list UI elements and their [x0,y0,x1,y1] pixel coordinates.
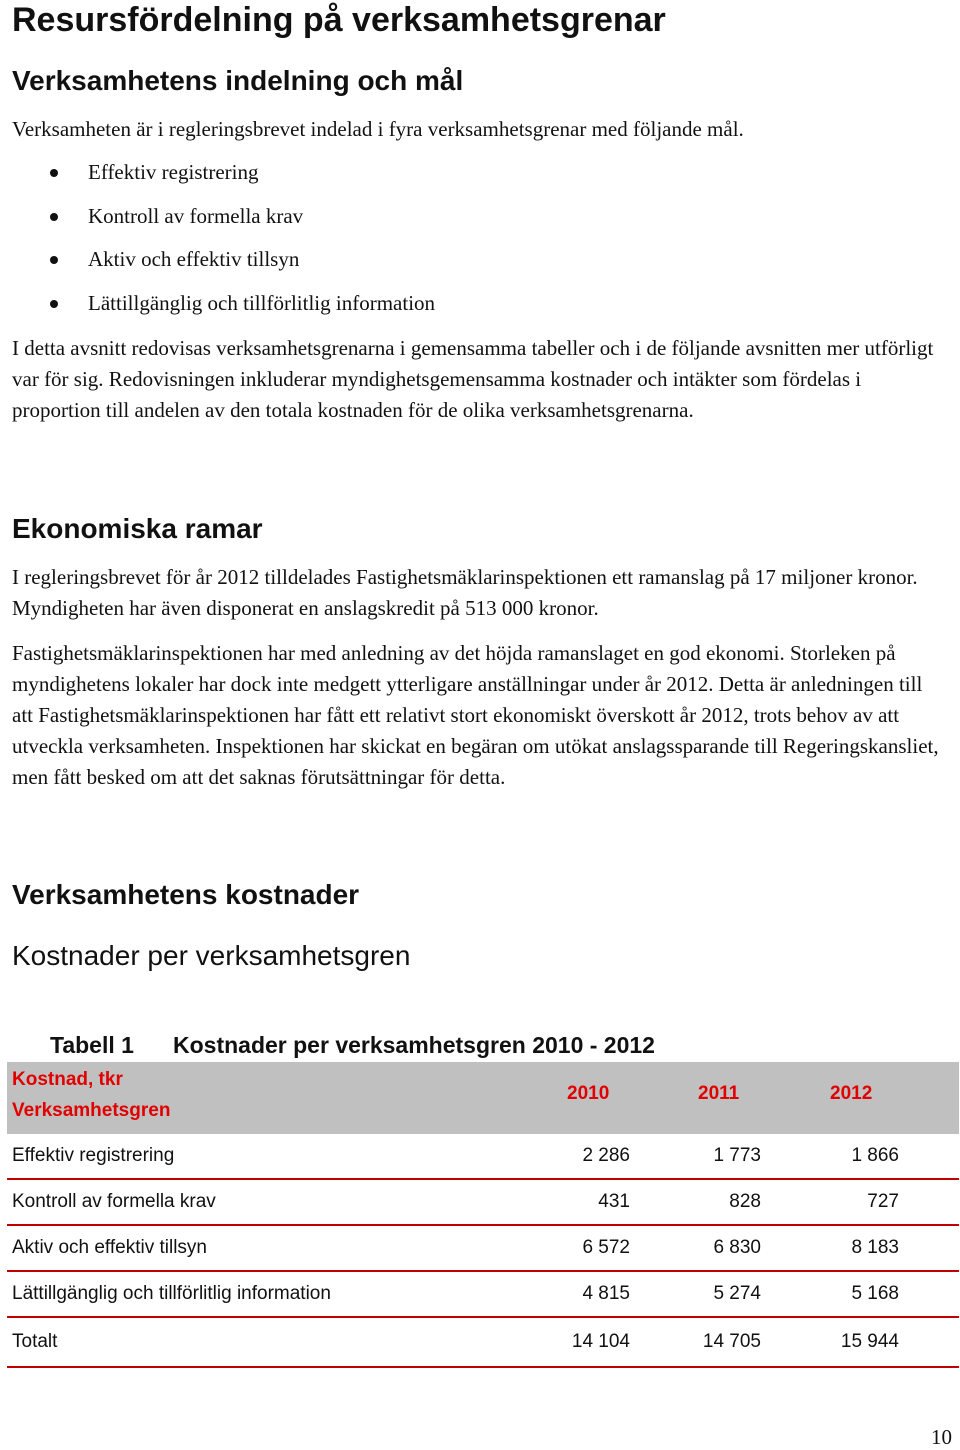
cell-2012: 15 944 [840,1331,899,1352]
cell-2011: 1 773 [713,1145,761,1166]
row-label: Kontroll av formella krav [12,1191,216,1212]
row-label: Aktiv och effektiv tillsyn [12,1237,208,1258]
cell-2010: 2 286 [582,1145,630,1166]
body-paragraph-1: I detta avsnitt redovisas verksamhetsgrenarna i gemensamma tabeller och i de följande avsnitten mer utförligt var för sig. Redovisningen inkluderar myndighetsgemensamma kostnader och intäkter som fördelas i proportion till andelen av den totala kostnaden för de olika verksamhetsgrenarna. [12,336,934,422]
table-row [7,1180,959,1226]
cell-2012: 727 [867,1191,899,1212]
row-label: Totalt [12,1331,58,1352]
cell-2012: 1 866 [851,1145,899,1166]
cell-2010: 4 815 [582,1283,630,1304]
body-paragraph-2: I regleringsbrevet för år 2012 tilldelades Fastighetsmäklarinspektionen ett ramanslag på 17 miljoner kronor. Myndigheten har även disponerat en anslagskredit på 513 000 kronor. [12,565,918,620]
cell-2010: 6 572 [582,1237,630,1258]
table-row [7,1226,959,1272]
table-row [7,1134,959,1180]
intro-paragraph: Verksamheten är i regleringsbrevet indelad i fyra verksamhetsgrenar med följande mål. [12,117,744,141]
cell-2011: 6 830 [713,1237,761,1258]
bullet-icon [50,213,58,221]
row-label: Lättillgänglig och tillförlitlig information [12,1283,331,1304]
cell-2011: 14 705 [702,1331,761,1352]
table-row [7,1272,959,1318]
section-heading-kostnader: Verksamhetens kostnader [12,879,360,910]
subheading-kostnader-per-gren: Kostnader per verksamhetsgren [12,940,411,971]
header-year-2011: 2011 [698,1083,740,1104]
section-heading-indelning: Verksamhetens indelning och mål [12,65,464,96]
table-caption-number: Tabell 1 [50,1032,134,1058]
cell-2010: 431 [598,1191,630,1212]
cell-2012: 8 183 [851,1237,899,1258]
cell-2012: 5 168 [851,1283,899,1304]
table-caption [50,1030,655,1060]
bullet-icon [50,300,58,308]
cell-2011: 828 [729,1191,761,1212]
cell-2011: 5 274 [713,1283,761,1304]
row-label: Effektiv registrering [12,1145,175,1166]
header-year-2012: 2012 [830,1083,873,1104]
header-label-cost: Kostnad, tkr [12,1069,123,1090]
list-item: Aktiv och effektiv tillsyn [0,244,900,288]
page-number: 10 [931,1425,952,1449]
table-caption-text: Kostnader per verksamhetsgren 2010 - 2012 [173,1032,655,1058]
list-item: Effektiv registrering [0,157,900,201]
table-header [7,1062,959,1134]
page-title: Resursfördelning på verksamhetsgrenar [12,1,666,39]
list-item: Lättillgänglig och tillförlitlig information [0,288,900,332]
header-year-2010: 2010 [567,1083,610,1104]
header-label-branch: Verksamhetsgren [12,1100,171,1121]
section-heading-ekonomiska-ramar: Ekonomiska ramar [12,513,263,544]
table-row-total [7,1318,959,1368]
bullet-icon [50,169,58,177]
goals-list [0,157,900,331]
cell-2010: 14 104 [571,1331,630,1352]
cost-table [7,1062,959,1368]
bullet-icon [50,256,58,264]
body-paragraph-3: Fastighetsmäklarinspektionen har med anledning av det höjda ramanslaget en god ekonomi. Storleken på myndighetens lokaler har dock inte medgett ytterligare anställningar under år 2012. Detta är anledningen till att Fastighetsmäklarinspektionen har fått ett relativt stort ekonomiskt överskott år 2012, trots behov av att utveckla verksamheten. Inspektionen har skickat en begäran om utökat anslagssparande till Regeringskansliet, men fått besked om att det saknas förutsättningar för detta. [12,641,939,789]
list-item: Kontroll av formella krav [0,201,900,245]
